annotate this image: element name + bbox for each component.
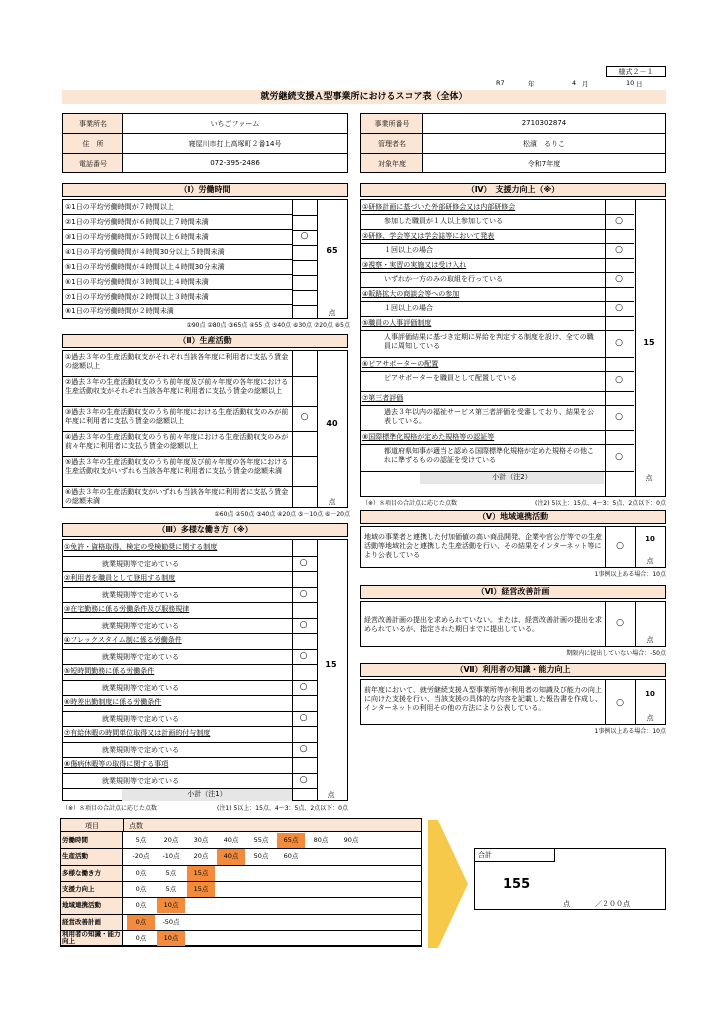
s3-divider: [62, 680, 317, 681]
target-year: 令和7年度: [527, 160, 561, 168]
section-7-title: （Ⅶ）利用者の知識・能力向上: [360, 663, 666, 677]
s1-unit: 点: [328, 309, 336, 317]
total-score: 155: [503, 877, 531, 892]
section-1-table: [62, 199, 348, 319]
s3-check-mark: ○: [299, 681, 308, 692]
s2-item-5: ⑤過去３年の生産活動収支のうち前年度及び前々年度の各年度における生産活動収支がいずれも当該各年度に利用者に支払う賃金の総額未満: [65, 458, 289, 475]
form-number: 様式２－１: [606, 66, 666, 77]
s4-item-head: ①研修計画に基づいた外部研修会又は内部研修会: [362, 203, 516, 211]
s4-divider: [360, 330, 634, 331]
office-info-table-right: [360, 113, 666, 173]
section-6-title: （Ⅵ）経営改善計画: [360, 585, 666, 599]
s1-item-3: ③1日の平均労働時間が５時間以上６時間未満: [63, 230, 292, 245]
section-3-title: （Ⅲ）多様な働き方（※）: [62, 523, 348, 537]
office-no-label: 事業所番号: [374, 120, 410, 128]
day-label: 日: [636, 80, 643, 88]
s6-unit: 点: [646, 636, 654, 644]
manager-label: 管理者名: [378, 140, 406, 148]
summary-cell: 5点: [165, 868, 177, 877]
s3-unit: 点: [327, 791, 335, 799]
s4-divider: [360, 301, 634, 302]
s4-note-left: （※）８項目の合計点に応じた点数: [362, 500, 458, 507]
s5-check-mark: ○: [616, 541, 624, 551]
total-max: ／２００点: [595, 900, 630, 908]
s3-divider: [62, 742, 317, 743]
manager: 松濱 るりこ: [523, 140, 565, 148]
s3-check-mark: ○: [299, 774, 308, 785]
s4-item-sub: １回以上の場合: [384, 246, 433, 254]
summary-cell: 0点: [135, 933, 147, 942]
summary-row-label: 地域連携活動: [62, 901, 101, 910]
s3-item-head: ⑥時差出勤制度に係る労働条件: [64, 698, 162, 706]
s6-text: 経営改善計画の提出を求められていない。または、経営改善計画の提出を求められているが、指定された期日までに提出している。: [364, 616, 602, 633]
s3-item-sub: 就業規則等で定めている: [102, 590, 179, 599]
s3-item-sub: 就業規則等で定めている: [102, 714, 179, 723]
s4-item-head: ⑧国際標準化規格が定めた規格等の認証等: [362, 433, 495, 441]
s1-check-mark: ○: [300, 231, 309, 241]
address: 寝屋川市打上高塚町２番14号: [188, 140, 282, 148]
s7-unit: 点: [646, 714, 654, 722]
s4-check-mark: ○: [615, 451, 623, 462]
summary-cell: 40点: [217, 849, 245, 864]
s4-divider: [360, 316, 634, 317]
s3-divider: [62, 649, 317, 650]
s3-divider: [62, 726, 317, 727]
tel: 072-395-2486: [210, 159, 260, 167]
month: 4: [572, 79, 577, 87]
section-5-table: [360, 526, 666, 568]
s4-item-sub: 過去３年以内の福祉サービス第三者評価を受審しており、結果を公表している。: [384, 408, 594, 425]
s7-note: 1事例以上ある場合：10点: [594, 728, 666, 735]
summary-divider: [60, 946, 422, 947]
s2-score: 40: [326, 419, 338, 428]
s2-item-4: ④過去３年の生産活動収支のうち前々年度における生産活動収支のみが前々年度に利用者に支払う賃金の総額以上: [65, 433, 289, 450]
year-label: 年: [528, 80, 535, 88]
s4-divider: [360, 357, 634, 358]
s4-divider: [360, 229, 634, 230]
s3-item-head: ⑦有給休暇の時間単位取得又は計画的付与制度: [64, 729, 211, 737]
summary-cell: 0点: [135, 901, 147, 910]
summary-cell: 60点: [283, 852, 299, 861]
s4-item-head: ⑥ピアサポーターの配置: [362, 360, 439, 368]
s1-item-4: ④1日の平均労働時間が４時間30分以上５時間未満: [63, 245, 292, 260]
s2-item-6: ⑥過去３年の生産活動収支がいずれも当該各年度に利用者に支払う賃金の総額未満: [65, 488, 289, 505]
summary-cell: 0点: [127, 915, 155, 930]
summary-cell: 15点: [187, 882, 215, 897]
month-label: 月: [582, 80, 589, 88]
s7-score: 10: [645, 690, 655, 698]
office-info-table: [62, 113, 348, 173]
s3-item-sub: 就業規則等で定めている: [102, 776, 179, 785]
s3-note-right: (注1) 5以上：15点、4～3：5点、2点以下：0点: [217, 805, 348, 812]
s5-score: 10: [645, 535, 655, 543]
s3-divider: [62, 711, 317, 712]
s4-divider: [360, 444, 634, 445]
s4-divider: [360, 391, 634, 392]
s4-check-mark: ○: [615, 244, 623, 255]
s3-divider: [62, 695, 317, 696]
section-6-table: [360, 601, 666, 647]
summary-row-label: 支援力向上: [62, 884, 95, 893]
s3-check-mark: ○: [299, 557, 308, 568]
s4-check-mark: ○: [615, 375, 623, 385]
summary-cell: 20点: [193, 852, 209, 861]
s2-unit: 点: [328, 498, 336, 506]
s1-item-1: ①1日の平均労働時間が７時間以上: [63, 200, 292, 215]
s4-divider: [360, 405, 634, 406]
s3-item-head: ②利用者を職員として登用する制度: [64, 574, 176, 582]
total-unit: 点: [563, 900, 570, 908]
s4-subtotal: 小計（注2）: [420, 472, 604, 484]
s3-item-head: ①免許・資格取得、検定の受検勧奨に関する制度: [64, 543, 218, 551]
s1-item-5: ⑤1日の平均労働時間が４時間以上４時間30分未満: [63, 260, 292, 275]
s4-divider: [360, 214, 634, 215]
s4-divider: [360, 258, 634, 259]
summary-header-item: 項目: [85, 822, 99, 830]
s3-item-sub: 就業規則等で定めている: [102, 652, 179, 661]
s4-item-head: ④販路拡大の商談会等への参加: [362, 290, 460, 298]
total-box: [474, 848, 666, 910]
s4-divider: [360, 430, 634, 431]
summary-cell: 5点: [165, 884, 177, 893]
summary-cell: 10点: [157, 931, 185, 946]
tel-label: 電話番号: [79, 160, 107, 168]
date-line: [486, 79, 666, 89]
s4-item-sub: いずれか一方のみの取組を行っている: [384, 275, 503, 283]
s4-item-sub: ピアサポーターを職員として配置している: [384, 374, 517, 382]
s3-note-left: （※）８項目の合計点に応じた点数: [62, 805, 158, 812]
s4-divider: [360, 371, 634, 372]
s7-check-mark: ○: [616, 698, 624, 708]
s4-check-mark: ○: [615, 337, 623, 348]
s3-item-head: ④フレックスタイム制に係る労働条件: [64, 636, 182, 644]
summary-cell: -20点: [132, 852, 150, 861]
s4-divider: [360, 287, 634, 288]
s3-check-mark: ○: [299, 619, 308, 630]
s6-note: 期限内に提出していない場合：-50点: [566, 650, 666, 657]
s4-check-mark: ○: [615, 215, 623, 226]
section-7-table: [360, 679, 666, 725]
summary-row-label: 生産活動: [62, 852, 88, 861]
arrow-icon: [428, 820, 470, 948]
s3-score: 15: [325, 660, 337, 669]
s3-subtotal: 小計（注1）: [122, 789, 292, 801]
summary-cell: 50点: [253, 852, 269, 861]
s2-note: ①60点 ②50点 ③40点 ④20点 ⑤－10点 ⑥－20点: [214, 511, 350, 518]
page-title: 就労継続支援Ａ型事業所におけるスコア表（全体）: [62, 90, 666, 104]
summary-cell: 40点: [223, 836, 239, 844]
section-1-title: （Ⅰ）労働時間: [62, 183, 348, 197]
s4-check-mark: ○: [615, 411, 623, 422]
office-name: いちごファーム: [210, 120, 260, 128]
s3-divider: [62, 602, 317, 603]
s4-score: 15: [643, 338, 655, 347]
s3-divider: [62, 633, 317, 634]
s1-note: ①90点 ②80点 ③65点 ④55 点 ⑤40点 ⑥30点 ⑦20点 ⑧5点: [186, 322, 350, 329]
s7-text: 前年度において、就労継続支援Ａ型事業所等が利用者の知識及び能力の向上に向けた支援を行い、当該支援の具体的な内容を記載した報告書を作成し、インターネットの利用その他の方法により公表している。: [364, 686, 602, 712]
s2-item-2: ②過去３年の生産活動収支のうち前年度及び前々年度の各年度における生産活動収支がそれぞれ当該各年度に利用者に支払う賃金の総額以上: [65, 378, 289, 395]
s3-item-sub: 就業規則等で定めている: [102, 559, 179, 568]
s2-check-mark: ○: [300, 412, 309, 422]
summary-cell: 0点: [135, 884, 147, 893]
s6-check-mark: ○: [616, 618, 624, 628]
s4-item-sub: 都道府県知事が適当と認める国際標準化規格が定めた規格その他これに準ずるものの認証を受けている: [384, 447, 594, 464]
s4-note-right: (注2) 5以上：15点、4～3：5点、2点以下：0点: [535, 500, 666, 507]
section-5-title: （Ⅴ）地域連携活動: [360, 510, 666, 524]
s3-item-sub: 就業規則等で定めている: [102, 621, 179, 630]
s3-item-head: ⑤短時間勤務に係る労働条件: [64, 667, 155, 675]
s4-item-sub: １回以上の場合: [384, 304, 433, 312]
s4-check-mark: ○: [615, 273, 623, 284]
address-label: 住 所: [82, 140, 104, 148]
s5-text: 地域の事業者と連携した付加価値の高い商品開発、企業や官公庁等での生産活動等地域社会と連携した生産活動を行い、その結果をインターネット等により公表している: [364, 533, 602, 559]
s5-unit: 点: [646, 557, 654, 565]
total-label: 合計: [475, 849, 555, 862]
s2-item-3: ③過去３年の生産活動収支のうち前年度における生産活動収支のみが前年度に利用者に支払う賃金の総額以上: [65, 408, 289, 425]
s3-item-head: ③在宅勤務に係る労働条件及び服務規律: [64, 605, 190, 613]
section-2-table: [62, 350, 348, 508]
section-2-title: （Ⅱ）生産活動: [62, 334, 348, 348]
office-name-label: 事業所名: [79, 120, 107, 128]
summary-row-label: 経営改善計画: [62, 917, 101, 926]
s4-item-head: ②研修、学会等又は学会誌等において発表: [362, 232, 495, 240]
summary-cell: 20点: [163, 836, 179, 844]
summary-cell: 80点: [313, 836, 329, 844]
s3-item-head: ⑧傷病休暇等の取得に関する事項: [64, 760, 169, 768]
s3-check-mark: ○: [299, 650, 308, 661]
s4-divider: [360, 272, 634, 273]
summary-cell: 5点: [135, 836, 147, 844]
s5-note: 1事例以上ある場合：10点: [594, 571, 666, 578]
s1-item-6: ⑥1日の平均労働時間が３時間以上４時間未満: [63, 275, 292, 290]
summary-cell: 10点: [157, 898, 185, 913]
s1-item-8: ⑧1日の平均労働時間が２時間未満: [65, 307, 174, 315]
s3-check-mark: ○: [299, 743, 308, 754]
s3-item-sub: 就業規則等で定めている: [102, 683, 179, 692]
summary-cell: 30点: [193, 836, 209, 844]
day: 10: [626, 79, 635, 87]
s4-item-head: ⑦第三者評価: [362, 394, 404, 402]
s4-divider: [360, 243, 634, 244]
summary-row-label: 多様な働き方: [62, 868, 101, 877]
summary-cell: 0点: [135, 868, 147, 877]
summary-cell: 15点: [187, 866, 215, 881]
s4-check-mark: ○: [615, 302, 623, 313]
summary-row-label: 労働時間: [62, 836, 88, 844]
summary-cell: -10点: [162, 852, 180, 861]
s2-item-1: ①過去３年の生産活動収支がそれぞれ当該各年度に利用者に支払う賃金の総額以上: [65, 353, 289, 370]
s4-item-head: ⑤職員の人事評価制度: [362, 319, 432, 327]
s1-score: 65: [326, 246, 338, 255]
era: R7: [496, 79, 505, 87]
summary-row-label: 利用者の知識・能力向上: [62, 929, 121, 945]
section-4-title: （Ⅳ） 支援力向上（※）: [360, 183, 666, 197]
s4-item-sub: 参加した職員が１人以上参加している: [384, 217, 503, 225]
s1-item-7: ⑦1日の平均労働時間が２時間以上３時間未満: [63, 290, 292, 305]
summary-cell: 65点: [277, 833, 305, 848]
s3-divider: [62, 664, 317, 665]
summary-cell: -50点: [162, 917, 180, 926]
s4-item-sub: 人事評価結果に基づき定期に昇給を判定する制度を設け、全ての職員に周知している: [384, 333, 594, 350]
summary-cell: 55点: [253, 836, 269, 844]
s3-divider: [62, 757, 317, 758]
year-label: 対象年度: [378, 160, 406, 168]
s3-check-mark: ○: [299, 588, 308, 599]
s3-divider: [62, 773, 317, 774]
s4-item-head: ③視察・実習の実施又は受け入れ: [362, 261, 467, 269]
s1-item-2: ②1日の平均労働時間が６時間以上７時間未満: [63, 215, 292, 230]
summary-cell: 90点: [343, 836, 359, 844]
s3-divider: [62, 571, 317, 572]
s3-divider: [62, 556, 317, 557]
summary-header-points: 点数: [129, 822, 143, 830]
s3-item-sub: 就業規則等で定めている: [102, 745, 179, 754]
s3-divider: [62, 618, 317, 619]
s4-unit: 点: [645, 474, 653, 482]
s3-check-mark: ○: [299, 712, 308, 723]
s3-divider: [62, 587, 317, 588]
office-no: 2710302874: [521, 119, 567, 127]
